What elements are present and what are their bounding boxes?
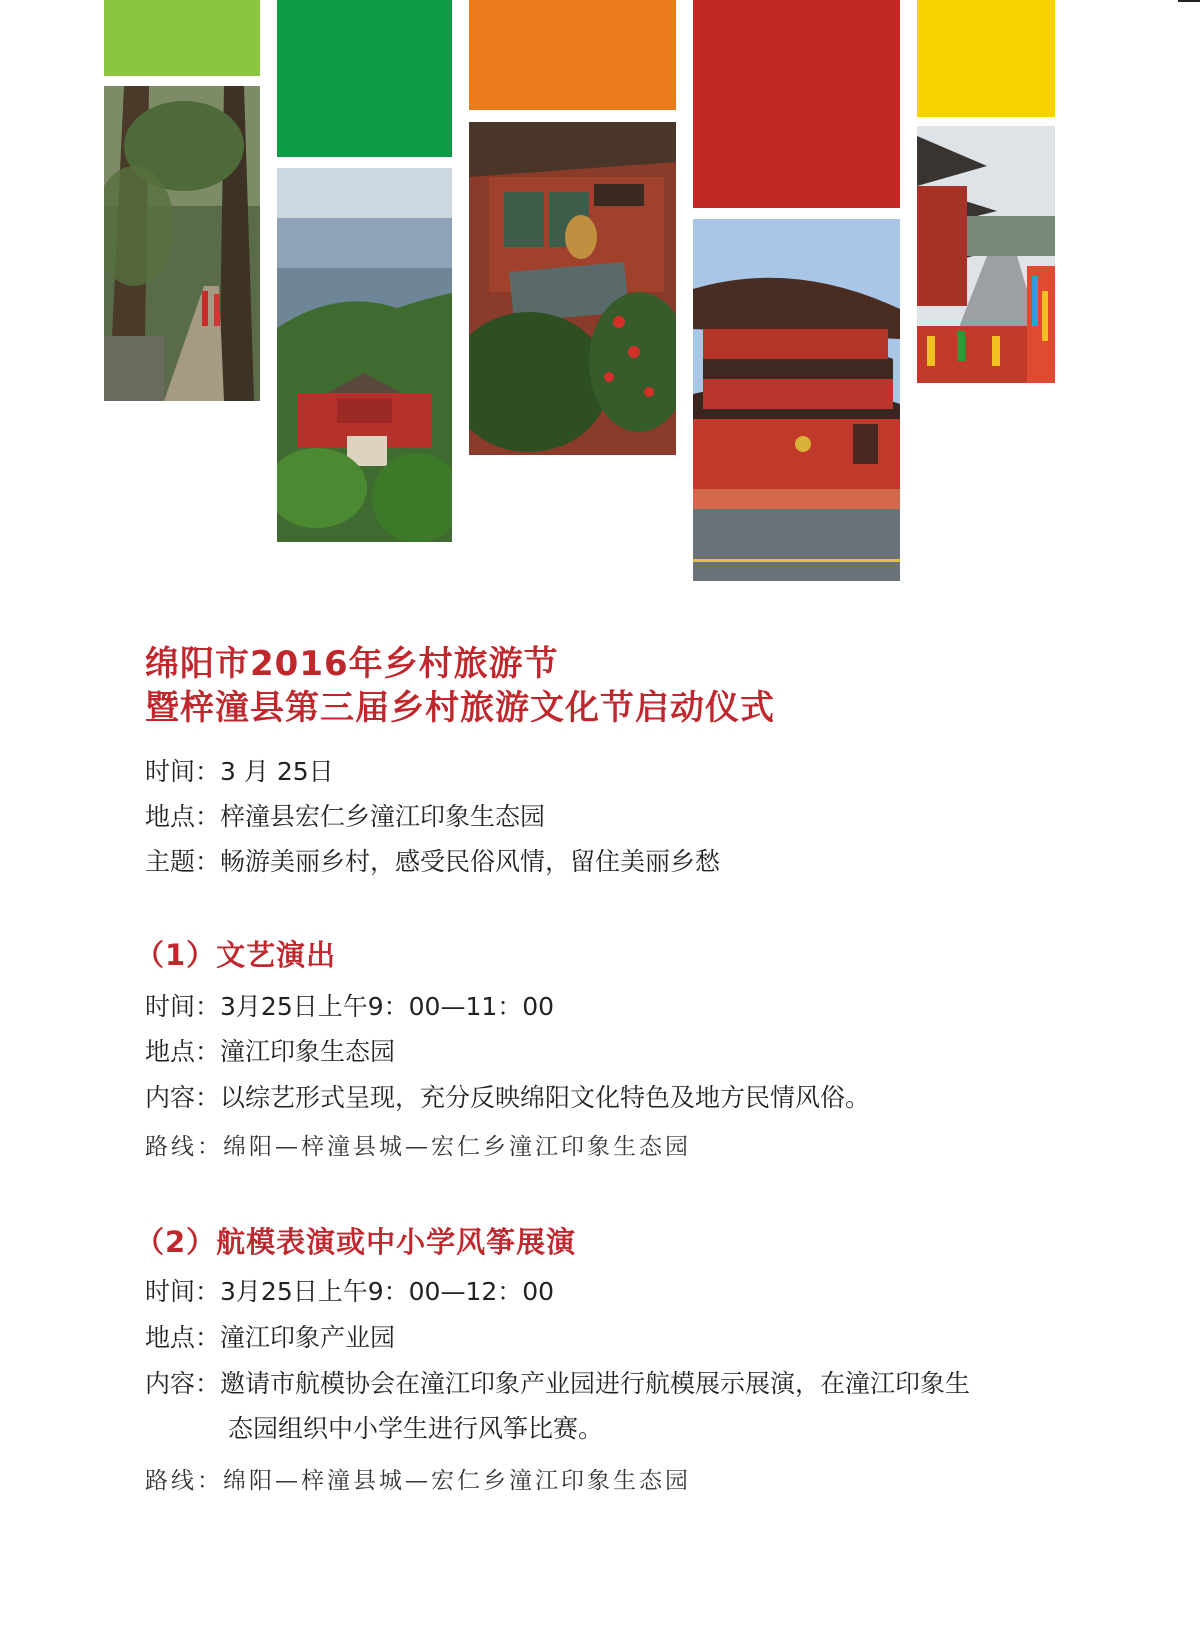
section-2-place-label: 地点： — [145, 1323, 221, 1352]
ancient-cypress-forest-path-photo — [104, 86, 260, 401]
event-title-line-2: 暨梓潼县第三届乡村旅游文化节启动仪式 — [145, 688, 775, 728]
section-1-time-row — [145, 987, 554, 1023]
section-2-time-row — [145, 1272, 554, 1308]
section-2-time-label: 时间： — [145, 1277, 221, 1306]
section-2-route-row — [145, 1462, 691, 1495]
section-2-content-value-1: 邀请市航模协会在潼江印象产业园进行航模展示展演，在潼江印象生 — [220, 1369, 971, 1398]
intro-time-label: 时间： — [145, 757, 221, 786]
intro-time-row — [145, 752, 334, 788]
orange-color-block — [469, 0, 676, 110]
intro-theme-value: 畅游美丽乡村，感受民俗风情，留住美丽乡愁 — [220, 847, 721, 876]
section-1-route-row — [145, 1128, 691, 1161]
section-2-route-label: 路线： — [145, 1468, 223, 1494]
yellow-color-block — [917, 0, 1055, 117]
intro-theme-label: 主题： — [145, 847, 221, 876]
section-2-place-row — [145, 1318, 395, 1354]
intro-place-value: 梓潼县宏仁乡潼江印象生态园 — [220, 802, 546, 831]
intro-place-label: 地点： — [145, 802, 221, 831]
section-2-content-row-2 — [228, 1409, 603, 1445]
mountain-temple-landscape-photo — [277, 168, 452, 542]
section-1-place-value: 潼江印象生态园 — [220, 1037, 396, 1066]
green-color-block — [277, 0, 452, 157]
section-1-place-row — [145, 1032, 395, 1068]
section-2-title: （2）航模表演或中小学风筝展演 — [135, 1225, 577, 1259]
red-color-block — [693, 0, 900, 208]
section-1-content-label: 内容： — [145, 1083, 221, 1112]
section-1-time-label: 时间： — [145, 992, 221, 1021]
event-title-line-1: 绵阳市2016年乡村旅游节 — [145, 644, 559, 684]
temple-festival-crowd-photo — [917, 126, 1055, 383]
section-1-route-value: 绵阳—梓潼县城—宏仁乡潼江印象生态园 — [223, 1134, 691, 1160]
section-2-content-label: 内容： — [145, 1369, 221, 1398]
intro-time-value: 3 月 25日 — [220, 757, 334, 786]
section-1-place-label: 地点： — [145, 1037, 221, 1066]
section-2-content-value-2: 态园组织中小学生进行风筝比赛。 — [228, 1414, 604, 1443]
intro-place-row — [145, 797, 545, 833]
section-1-title: （1）文艺演出 — [135, 938, 337, 972]
section-2-route-value: 绵阳—梓潼县城—宏仁乡潼江印象生态园 — [223, 1468, 691, 1494]
section-1-content-row — [145, 1078, 870, 1114]
intro-theme-row — [145, 842, 720, 878]
memorial-hall-bust-photo — [469, 122, 676, 455]
section-2-place-value: 潼江印象产业园 — [220, 1323, 396, 1352]
red-temple-pagoda-photo — [693, 219, 900, 581]
section-2-time-value: 3月25日上午9：00—12：00 — [220, 1277, 555, 1306]
section-1-content-value: 以综艺形式呈现，充分反映绵阳文化特色及地方民情风俗。 — [220, 1083, 871, 1112]
section-1-route-label: 路线： — [145, 1134, 223, 1160]
lime-color-block — [104, 0, 260, 76]
top-edge-line — [1178, 0, 1200, 2]
section-1-time-value: 3月25日上午9：00—11：00 — [220, 992, 555, 1021]
section-2-content-row — [145, 1364, 970, 1400]
